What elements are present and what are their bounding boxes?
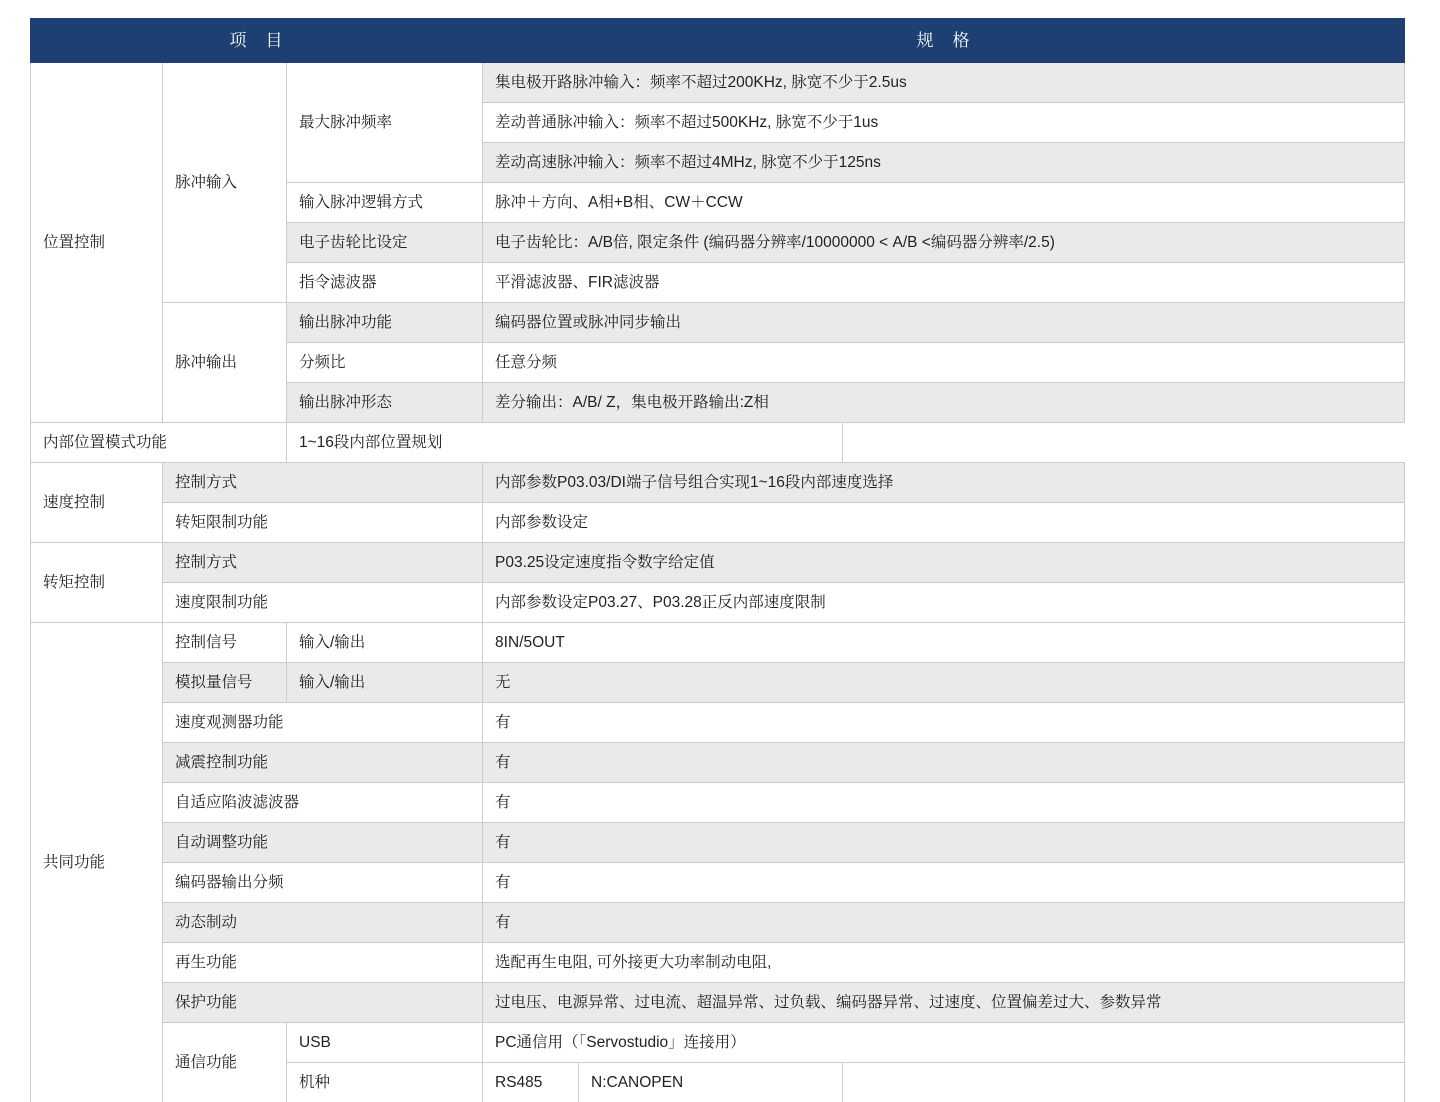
row-label-regen: 再生功能 — [163, 943, 483, 983]
table-row — [31, 423, 1405, 463]
row-value-speed-limit: 内部参数设定P03.27、P03.28正反内部速度限制 — [483, 583, 1405, 623]
row-value-max-pulse-freq-1: 集电极开路脉冲输入：频率不超过200KHz, 脉宽不少于2.5us — [483, 63, 1405, 103]
row-value-gear-ratio: 电子齿轮比：A/B倍, 限定条件 (编码器分辨率/10000000 < A/B <编码器分辨率/2.5) — [483, 223, 1405, 263]
row-label-model: 机种 — [287, 1063, 483, 1102]
row-value-speed-ctrl-mode: 内部参数P03.03/DI端子信号组合实现1~16段内部速度选择 — [483, 463, 1405, 503]
table-row — [31, 63, 1405, 103]
row-value-max-pulse-freq-2: 差动普通脉冲输入：频率不超过500KHz, 脉宽不少于1us — [483, 103, 1405, 143]
row-value-model-1: RS485 — [483, 1063, 579, 1102]
table-header-row — [31, 19, 1405, 63]
row-value-divide-ratio: 任意分频 — [483, 343, 1405, 383]
row-label-out-pulse-form: 输出脉冲形态 — [287, 383, 483, 423]
row-value-analog-signal: 无 — [483, 663, 1405, 703]
row-label-usb: USB — [287, 1023, 483, 1063]
row-value-torque-ctrl-mode: P03.25设定速度指令数字给定值 — [483, 543, 1405, 583]
group-pulse-input: 脉冲输入 — [163, 63, 287, 303]
row-label-speed-limit: 速度限制功能 — [163, 583, 483, 623]
row-label-dynamic-brake: 动态制动 — [163, 903, 483, 943]
table-row — [31, 903, 1405, 943]
table-row — [31, 863, 1405, 903]
table-row — [31, 623, 1405, 663]
row-label-speed-ctrl-mode: 控制方式 — [163, 463, 483, 503]
row-label-input-pulse-logic: 输入脉冲逻辑方式 — [287, 183, 483, 223]
row-label-vibration: 减震控制功能 — [163, 743, 483, 783]
row-value-protect: 过电压、电源异常、过电流、超温异常、过负载、编码器异常、过速度、位置偏差过大、参数异常 — [483, 983, 1405, 1023]
row-sublabel-control-signal-io: 输入/输出 — [287, 623, 483, 663]
table-row — [31, 543, 1405, 583]
row-value-torque-limit: 内部参数设定 — [483, 503, 1405, 543]
row-value-out-pulse-form: 差分输出：A/B/ Z，集电极开路输出:Z相 — [483, 383, 1405, 423]
row-label-torque-ctrl-mode: 控制方式 — [163, 543, 483, 583]
row-label-control-signal: 控制信号 — [163, 623, 287, 663]
row-label-speed-observer: 速度观测器功能 — [163, 703, 483, 743]
row-label-analog-signal: 模拟量信号 — [163, 663, 287, 703]
row-value-internal-pos: 1~16段内部位置规划 — [287, 423, 843, 463]
row-value-out-pulse-func: 编码器位置或脉冲同步输出 — [483, 303, 1405, 343]
row-value-model-3 — [843, 1063, 1405, 1102]
section-speed-control: 速度控制 — [31, 463, 163, 543]
row-value-cmd-filter: 平滑滤波器、FIR滤波器 — [483, 263, 1405, 303]
header-spec: 规 格 — [483, 19, 1405, 63]
row-value-encoder-divide: 有 — [483, 863, 1405, 903]
table-row — [31, 743, 1405, 783]
row-value-notch-filter: 有 — [483, 783, 1405, 823]
row-label-encoder-divide: 编码器输出分频 — [163, 863, 483, 903]
row-label-cmd-filter: 指令滤波器 — [287, 263, 483, 303]
row-label-out-pulse-func: 输出脉冲功能 — [287, 303, 483, 343]
group-communication: 通信功能 — [163, 1023, 287, 1102]
group-pulse-output: 脉冲输出 — [163, 303, 287, 423]
table-row — [31, 823, 1405, 863]
row-value-speed-observer: 有 — [483, 703, 1405, 743]
table-row — [31, 983, 1405, 1023]
row-label-protect: 保护功能 — [163, 983, 483, 1023]
table-row — [31, 583, 1405, 623]
section-common-function: 共同功能 — [31, 623, 163, 1102]
row-value-max-pulse-freq-3: 差动高速脉冲输入：频率不超过4MHz, 脉宽不少于125ns — [483, 143, 1405, 183]
table-row — [31, 943, 1405, 983]
row-label-notch-filter: 自适应陷波滤波器 — [163, 783, 483, 823]
row-value-dynamic-brake: 有 — [483, 903, 1405, 943]
row-value-usb: PC通信用（「Servostudio」连接用） — [483, 1023, 1405, 1063]
specification-table — [30, 18, 1405, 1102]
table-row — [31, 303, 1405, 343]
row-value-control-signal: 8IN/5OUT — [483, 623, 1405, 663]
table-row — [31, 663, 1405, 703]
row-label-torque-limit: 转矩限制功能 — [163, 503, 483, 543]
row-label-internal-pos: 内部位置模式功能 — [31, 423, 287, 463]
row-value-auto-tuning: 有 — [483, 823, 1405, 863]
table-row — [31, 703, 1405, 743]
table-row — [31, 463, 1405, 503]
row-value-model-2: N:CANOPEN — [579, 1063, 843, 1102]
row-value-vibration: 有 — [483, 743, 1405, 783]
row-value-input-pulse-logic: 脉冲＋方向、A相+B相、CW＋CCW — [483, 183, 1405, 223]
row-label-max-pulse-freq: 最大脉冲频率 — [287, 63, 483, 183]
section-position-control: 位置控制 — [31, 63, 163, 423]
row-label-auto-tuning: 自动调整功能 — [163, 823, 483, 863]
row-label-divide-ratio: 分频比 — [287, 343, 483, 383]
row-label-gear-ratio: 电子齿轮比设定 — [287, 223, 483, 263]
row-sublabel-analog-signal-io: 输入/输出 — [287, 663, 483, 703]
section-torque-control: 转矩控制 — [31, 543, 163, 623]
header-item: 项 目 — [31, 19, 483, 63]
row-value-regen: 选配再生电阻, 可外接更大功率制动电阻, — [483, 943, 1405, 983]
table-row — [31, 783, 1405, 823]
table-row — [31, 1023, 1405, 1063]
table-row — [31, 503, 1405, 543]
